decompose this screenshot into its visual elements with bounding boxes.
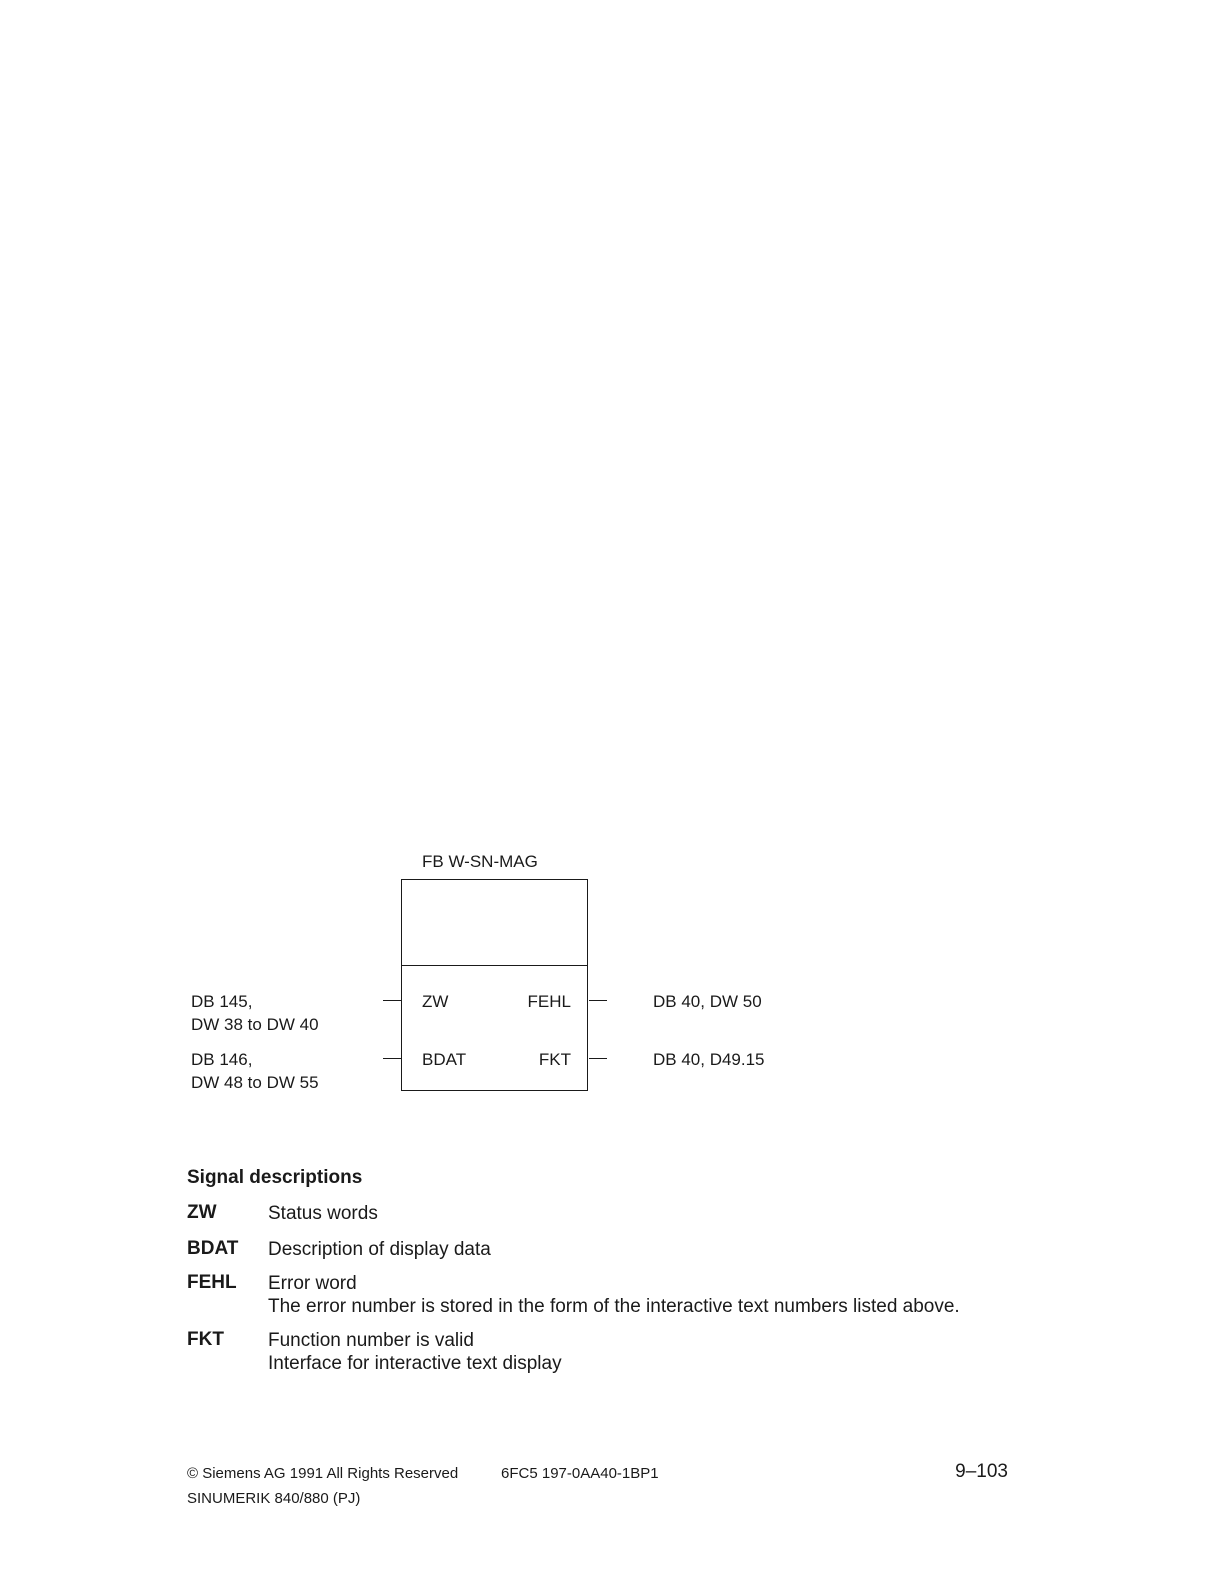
input-pin-line-1	[383, 1000, 401, 1001]
input-source-2-line2: DW 48 to DW 55	[191, 1073, 319, 1092]
output-target-1: DB 40, DW 50	[653, 992, 762, 1011]
output-pin-fehl: FEHL	[527, 992, 571, 1011]
input-pin-zw: ZW	[422, 992, 449, 1011]
footer-copyright: © Siemens AG 1991 All Rights Reserved	[187, 1465, 459, 1482]
signal-desc-fehl	[268, 1272, 960, 1318]
output-pin-line-1	[589, 1000, 607, 1001]
signal-descriptions-heading: Signal descriptions	[187, 1167, 363, 1188]
input-source-1-line1: DB 145,	[191, 992, 253, 1011]
input-source-2	[191, 1048, 319, 1094]
signal-term-fkt: FKT	[187, 1329, 224, 1350]
block-title: FB W-SN-MAG	[422, 852, 538, 871]
signal-term-fehl: FEHL	[187, 1272, 237, 1293]
output-target-2: DB 40, D49.15	[653, 1050, 765, 1069]
output-pin-fkt: FKT	[538, 1050, 571, 1069]
signal-desc-bdat	[268, 1238, 491, 1261]
signal-term-zw: ZW	[187, 1202, 217, 1223]
input-source-2-line1: DB 146,	[191, 1050, 253, 1069]
input-pin-line-2	[383, 1058, 401, 1059]
input-source-1-line2: DW 38 to DW 40	[191, 1015, 319, 1034]
signal-term-bdat: BDAT	[187, 1238, 239, 1259]
input-pin-bdat: BDAT	[422, 1050, 467, 1069]
signal-desc-zw	[268, 1202, 378, 1225]
footer-order-number: 6FC5 197-0AA40-1BP1	[501, 1465, 659, 1482]
signal-desc-zw-line1: Status words	[268, 1203, 378, 1224]
function-block-divider	[401, 965, 588, 966]
input-source-1	[191, 990, 319, 1036]
footer-page-number: 9–103	[955, 1461, 1008, 1482]
footer-product: SINUMERIK 840/880 (PJ)	[187, 1490, 361, 1507]
signal-desc-fkt	[268, 1329, 562, 1375]
signal-desc-fkt-line1: Function number is valid	[268, 1330, 474, 1351]
signal-desc-fehl-line1: Error word	[268, 1273, 357, 1294]
signal-desc-bdat-line1: Description of display data	[268, 1239, 491, 1260]
signal-desc-fehl-line2: The error number is stored in the form of the interactive text numbers listed above.	[268, 1296, 960, 1317]
signal-desc-fkt-line2: Interface for interactive text display	[268, 1353, 562, 1374]
output-pin-line-2	[589, 1058, 607, 1059]
